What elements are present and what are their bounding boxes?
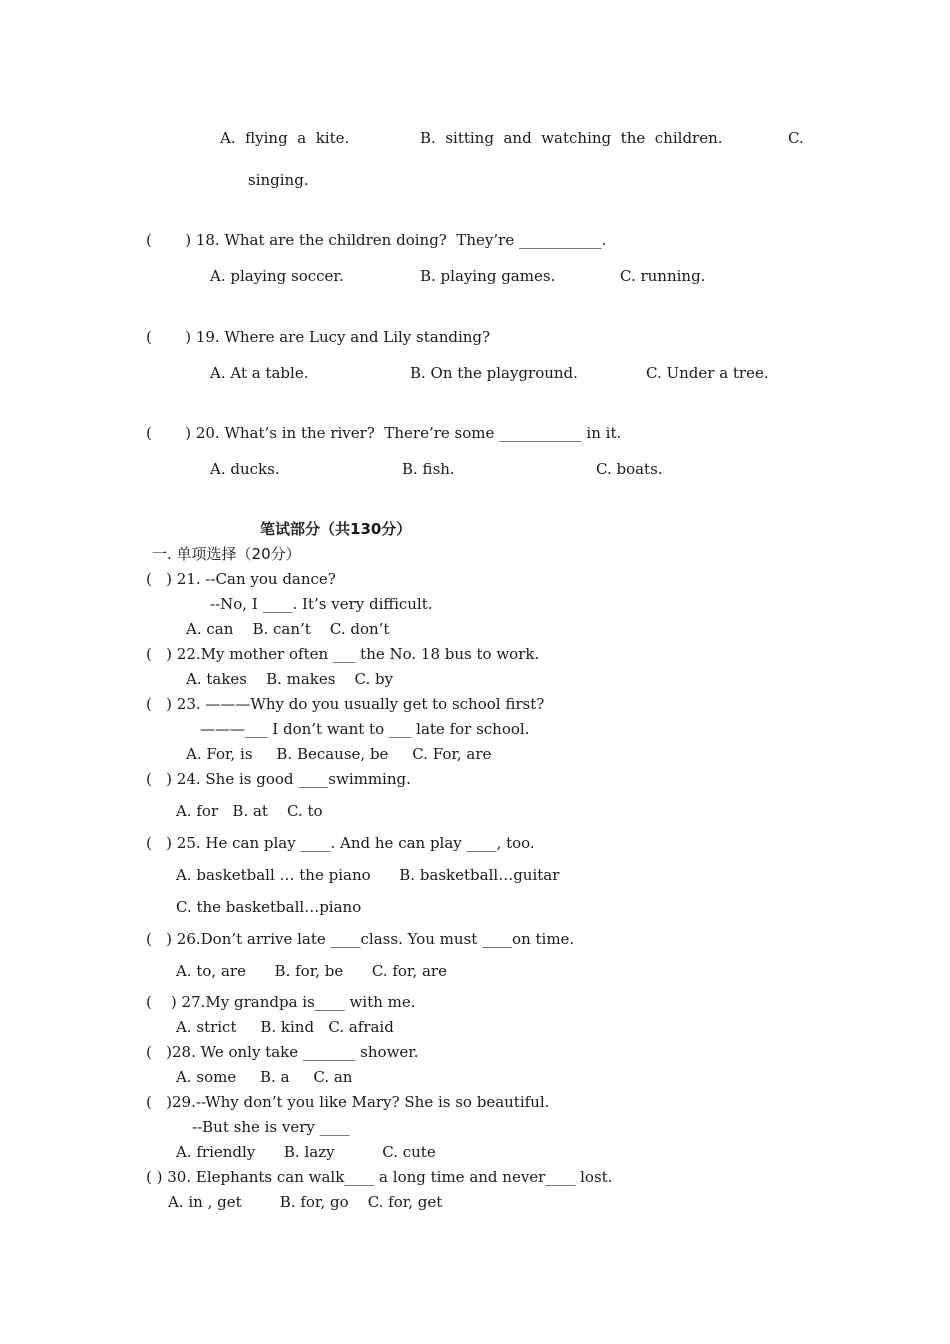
q19-stem: ( ) 19. Where are Lucy and Lily standing?	[146, 328, 491, 346]
q24-stem: ( ) 24. She is good ____swimming.	[146, 770, 411, 788]
q18-option-a: A. playing soccer.	[210, 267, 344, 285]
q20-option-b: B. fish.	[402, 460, 455, 478]
q17-option-c: C.	[788, 129, 804, 147]
q29-stem: ( )29.--Why don’t you like Mary? She is so beautiful.	[146, 1093, 550, 1111]
q18-option-c: C. running.	[620, 267, 706, 285]
written-section-title: 笔试部分（共130分）	[260, 520, 412, 538]
q18-option-b: B. playing games.	[420, 267, 556, 285]
q19-option-a: A. At a table.	[210, 364, 309, 382]
q30-options: A. in , get B. for, go C. for, get	[168, 1193, 443, 1211]
q24-options: A. for B. at C. to	[176, 802, 323, 820]
single-choice-heading: 一. 单项选择（20分）	[152, 545, 301, 563]
q19-option-c: C. Under a tree.	[646, 364, 769, 382]
q29-line2: --But she is very ____	[192, 1118, 350, 1136]
q21-stem: ( ) 21. --Can you dance?	[146, 570, 336, 588]
q29-options: A. friendly B. lazy C. cute	[176, 1143, 436, 1161]
q25-options-2: C. the basketball…piano	[176, 898, 362, 916]
q30-stem: ( ) 30. Elephants can walk____ a long time and never____ lost.	[146, 1168, 613, 1186]
q26-options: A. to, are B. for, be C. for, are	[176, 962, 447, 980]
q27-stem: ( ) 27.My grandpa is____ with me.	[146, 993, 416, 1011]
q25-options-1: A. basketball … the piano B. basketball…guitar	[176, 866, 560, 884]
q21-options: A. can B. can’t C. don’t	[186, 620, 390, 638]
q27-options: A. strict B. kind C. afraid	[176, 1018, 394, 1036]
q25-stem: ( ) 25. He can play ____. And he can play ____, too.	[146, 834, 535, 852]
q18-stem: ( ) 18. What are the children doing? They’re ___________.	[146, 231, 607, 249]
q23-options: A. For, is B. Because, be C. For, are	[186, 745, 492, 763]
q26-stem: ( ) 26.Don’t arrive late ____class. You must ____on time.	[146, 930, 575, 948]
q17-option-c-text: singing.	[248, 171, 309, 189]
q19-option-b: B. On the playground.	[410, 364, 578, 382]
q20-option-c: C. boats.	[596, 460, 663, 478]
q21-line2: --No, I ____. It’s very difficult.	[210, 595, 433, 613]
q28-options: A. some B. a C. an	[176, 1068, 353, 1086]
q20-stem: ( ) 20. What’s in the river? There’re some ___________ in it.	[146, 424, 622, 442]
q22-options: A. takes B. makes C. by	[186, 670, 394, 688]
q23-line2: ———___ I don’t want to ___ late for school.	[200, 720, 530, 738]
q20-option-a: A. ducks.	[210, 460, 280, 478]
q17-option-a: A. flying a kite.	[220, 129, 350, 147]
q28-stem: ( )28. We only take _______ shower.	[146, 1043, 419, 1061]
q22-stem: ( ) 22.My mother often ___ the No. 18 bus to work.	[146, 645, 540, 663]
q23-stem: ( ) 23. ———Why do you usually get to school first?	[146, 695, 545, 713]
q17-option-b: B. sitting and watching the children.	[420, 129, 723, 147]
